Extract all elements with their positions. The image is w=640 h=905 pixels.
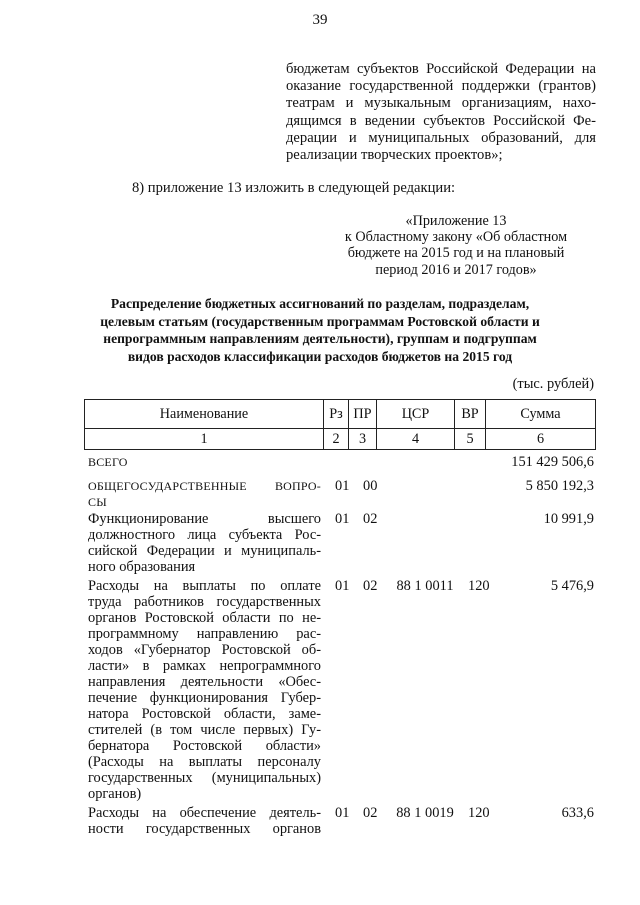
- header-name: Наименование: [85, 400, 324, 429]
- appendix-line: «Приложение 13: [405, 213, 507, 229]
- document-title: [82, 295, 558, 365]
- header-sum: Сумма: [486, 400, 596, 429]
- row-name: [88, 511, 321, 575]
- row-name: [88, 805, 321, 837]
- units-label: (тыс. рублей): [512, 376, 594, 392]
- text-line: театрам и музыкальным организациям, нахо-: [286, 95, 596, 112]
- colnum-2: 2: [324, 429, 349, 450]
- row-name-line: ВСЕГО: [88, 455, 128, 469]
- continuation-paragraph: [286, 61, 596, 164]
- row-rz: 01: [335, 511, 350, 527]
- row-rz: 01: [335, 805, 350, 821]
- row-name-line: органов): [88, 786, 142, 802]
- header-pr: ПР: [349, 400, 377, 429]
- colnum-1: 1: [85, 429, 324, 450]
- row-name-line: СЫ: [88, 495, 107, 509]
- row-sum: 5 476,9: [550, 578, 594, 594]
- appendix-line: период 2016 и 2017 годов»: [375, 261, 537, 278]
- row-csr: 88 1 0019: [396, 805, 454, 821]
- row-sum: 10 991,9: [543, 511, 594, 527]
- row-pr: 02: [363, 511, 378, 527]
- row-name-line: сийской Федерации и муниципаль-: [88, 543, 321, 559]
- row-name-line: ласти» в рамках непрограммного: [88, 658, 321, 674]
- row-name-line: Функционирование высшего: [88, 511, 321, 527]
- row-sum: 5 850 192,3: [525, 478, 594, 494]
- page-number: 39: [312, 12, 328, 28]
- row-sum: 151 429 506,6: [511, 454, 594, 470]
- header-csr: ЦСР: [377, 400, 455, 429]
- colnum-6: 6: [486, 429, 596, 450]
- row-name-line: ходов «Губернатор Ростовской об-: [88, 642, 321, 658]
- row-name-line: стителей (в том числе первых) Гу-: [88, 722, 321, 738]
- row-name-line: натора Ростовской области, заме-: [88, 706, 321, 722]
- title-line: видов расходов классификации расходов бюджетов на 2015 год: [127, 348, 513, 364]
- title-line: непрограммным направлениям деятельности), группам и подгруппам: [103, 331, 537, 347]
- row-name: [88, 578, 321, 802]
- row-vr: 120: [468, 578, 490, 594]
- row-name-line: программному направлению рас-: [88, 626, 321, 642]
- row-pr: 00: [363, 478, 378, 494]
- row-name-line: бернатора Ростовской области»: [88, 738, 321, 754]
- row-rz: 01: [335, 578, 350, 594]
- text-line: бюджетам субъектов Российской Федерации на: [286, 61, 596, 77]
- colnum-5: 5: [455, 429, 486, 450]
- header-vr: ВР: [455, 400, 486, 429]
- row-rz: 01: [335, 478, 350, 494]
- text-line: оказание государственной поддержки (грантов): [286, 78, 596, 95]
- row-name-line: органов Ростовской области по не-: [88, 610, 321, 626]
- row-name-line: Расходы на выплаты по оплате: [88, 578, 321, 594]
- row-name: [88, 454, 321, 470]
- text-line: дерации и муниципальных образований, для: [286, 129, 596, 146]
- row-name-line: печение функционирования Губер-: [88, 690, 321, 706]
- row-csr: 88 1 0011: [396, 578, 454, 594]
- row-name-line: направления деятельности «Обес-: [88, 674, 321, 690]
- title-line: целевым статьям (государственным программам Ростовской области и: [100, 313, 540, 329]
- header-rz: Рз: [324, 400, 349, 429]
- header-row: [85, 400, 596, 429]
- column-number-row: [85, 429, 596, 450]
- text-line: дящимся в ведении субъектов Российской Фе-: [286, 112, 596, 129]
- row-pr: 02: [363, 805, 378, 821]
- appendix-line: бюджете на 2015 год и на плановый: [347, 245, 565, 262]
- row-sum: 633,6: [561, 805, 594, 821]
- row-name: [88, 478, 321, 510]
- colnum-4: 4: [377, 429, 455, 450]
- row-name-line: ности государственных органов: [88, 821, 321, 837]
- row-vr: 120: [468, 805, 490, 821]
- table-header: [84, 399, 596, 450]
- appendix-line: к Областному закону «Об областном: [344, 229, 568, 246]
- row-name-line: труда работников государственных: [88, 594, 321, 610]
- row-name-line: Расходы на обеспечение деятель-: [88, 805, 321, 821]
- item-8-instruction: 8) приложение 13 изложить в следующей редакции:: [132, 180, 456, 196]
- row-name-line: должностного лица субъекта Рос-: [88, 527, 321, 543]
- row-name-line: (Расходы на выплаты персоналу: [88, 754, 321, 770]
- row-name-line: ОБЩЕГОСУДАРСТВЕННЫЕ ВОПРО-: [88, 479, 321, 493]
- title-line: Распределение бюджетных ассигнований по разделам, подразделам,: [110, 296, 530, 311]
- row-name-line: государственных (муниципальных): [88, 770, 321, 786]
- row-name-line: ного образования: [88, 559, 196, 575]
- colnum-3: 3: [349, 429, 377, 450]
- row-pr: 02: [363, 578, 378, 594]
- text-line: реализации творческих проектов»;: [286, 146, 503, 163]
- appendix-heading: [318, 213, 594, 278]
